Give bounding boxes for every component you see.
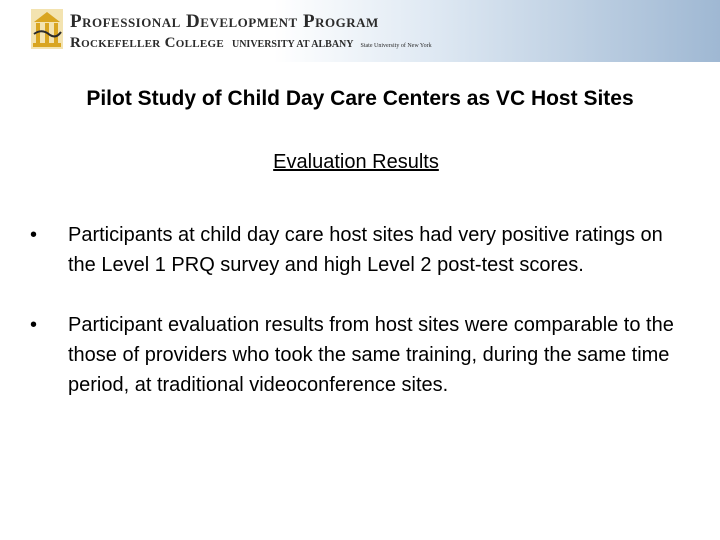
suny-name: State University of New York [360, 43, 432, 49]
bullet-text: Participant evaluation results from host sites were comparable to the those of providers who took the same training, during the same time period, at traditional videoconference sites. [68, 314, 674, 396]
bullet-glyph: • [30, 224, 38, 246]
bullet-list [30, 220, 690, 430]
college-line [70, 34, 432, 52]
bullet-text: Participants at child day care host sites had very positive ratings on the Level 1 PRQ survey and high Level 2 post-test scores. [68, 224, 663, 276]
program-name: Professional Development Program [70, 11, 379, 32]
building-logo-icon [30, 8, 64, 50]
slide-title: Pilot Study of Child Day Care Centers as VC Host Sites [86, 87, 634, 110]
list-item [30, 310, 690, 400]
college-name: Rockefeller College [70, 35, 224, 51]
slide-subtitle: Evaluation Results [273, 151, 439, 173]
list-item [30, 220, 690, 280]
bullet-glyph: • [30, 314, 38, 336]
header-banner [0, 0, 720, 62]
university-name: UNIVERSITY AT ALBANY [231, 39, 354, 50]
